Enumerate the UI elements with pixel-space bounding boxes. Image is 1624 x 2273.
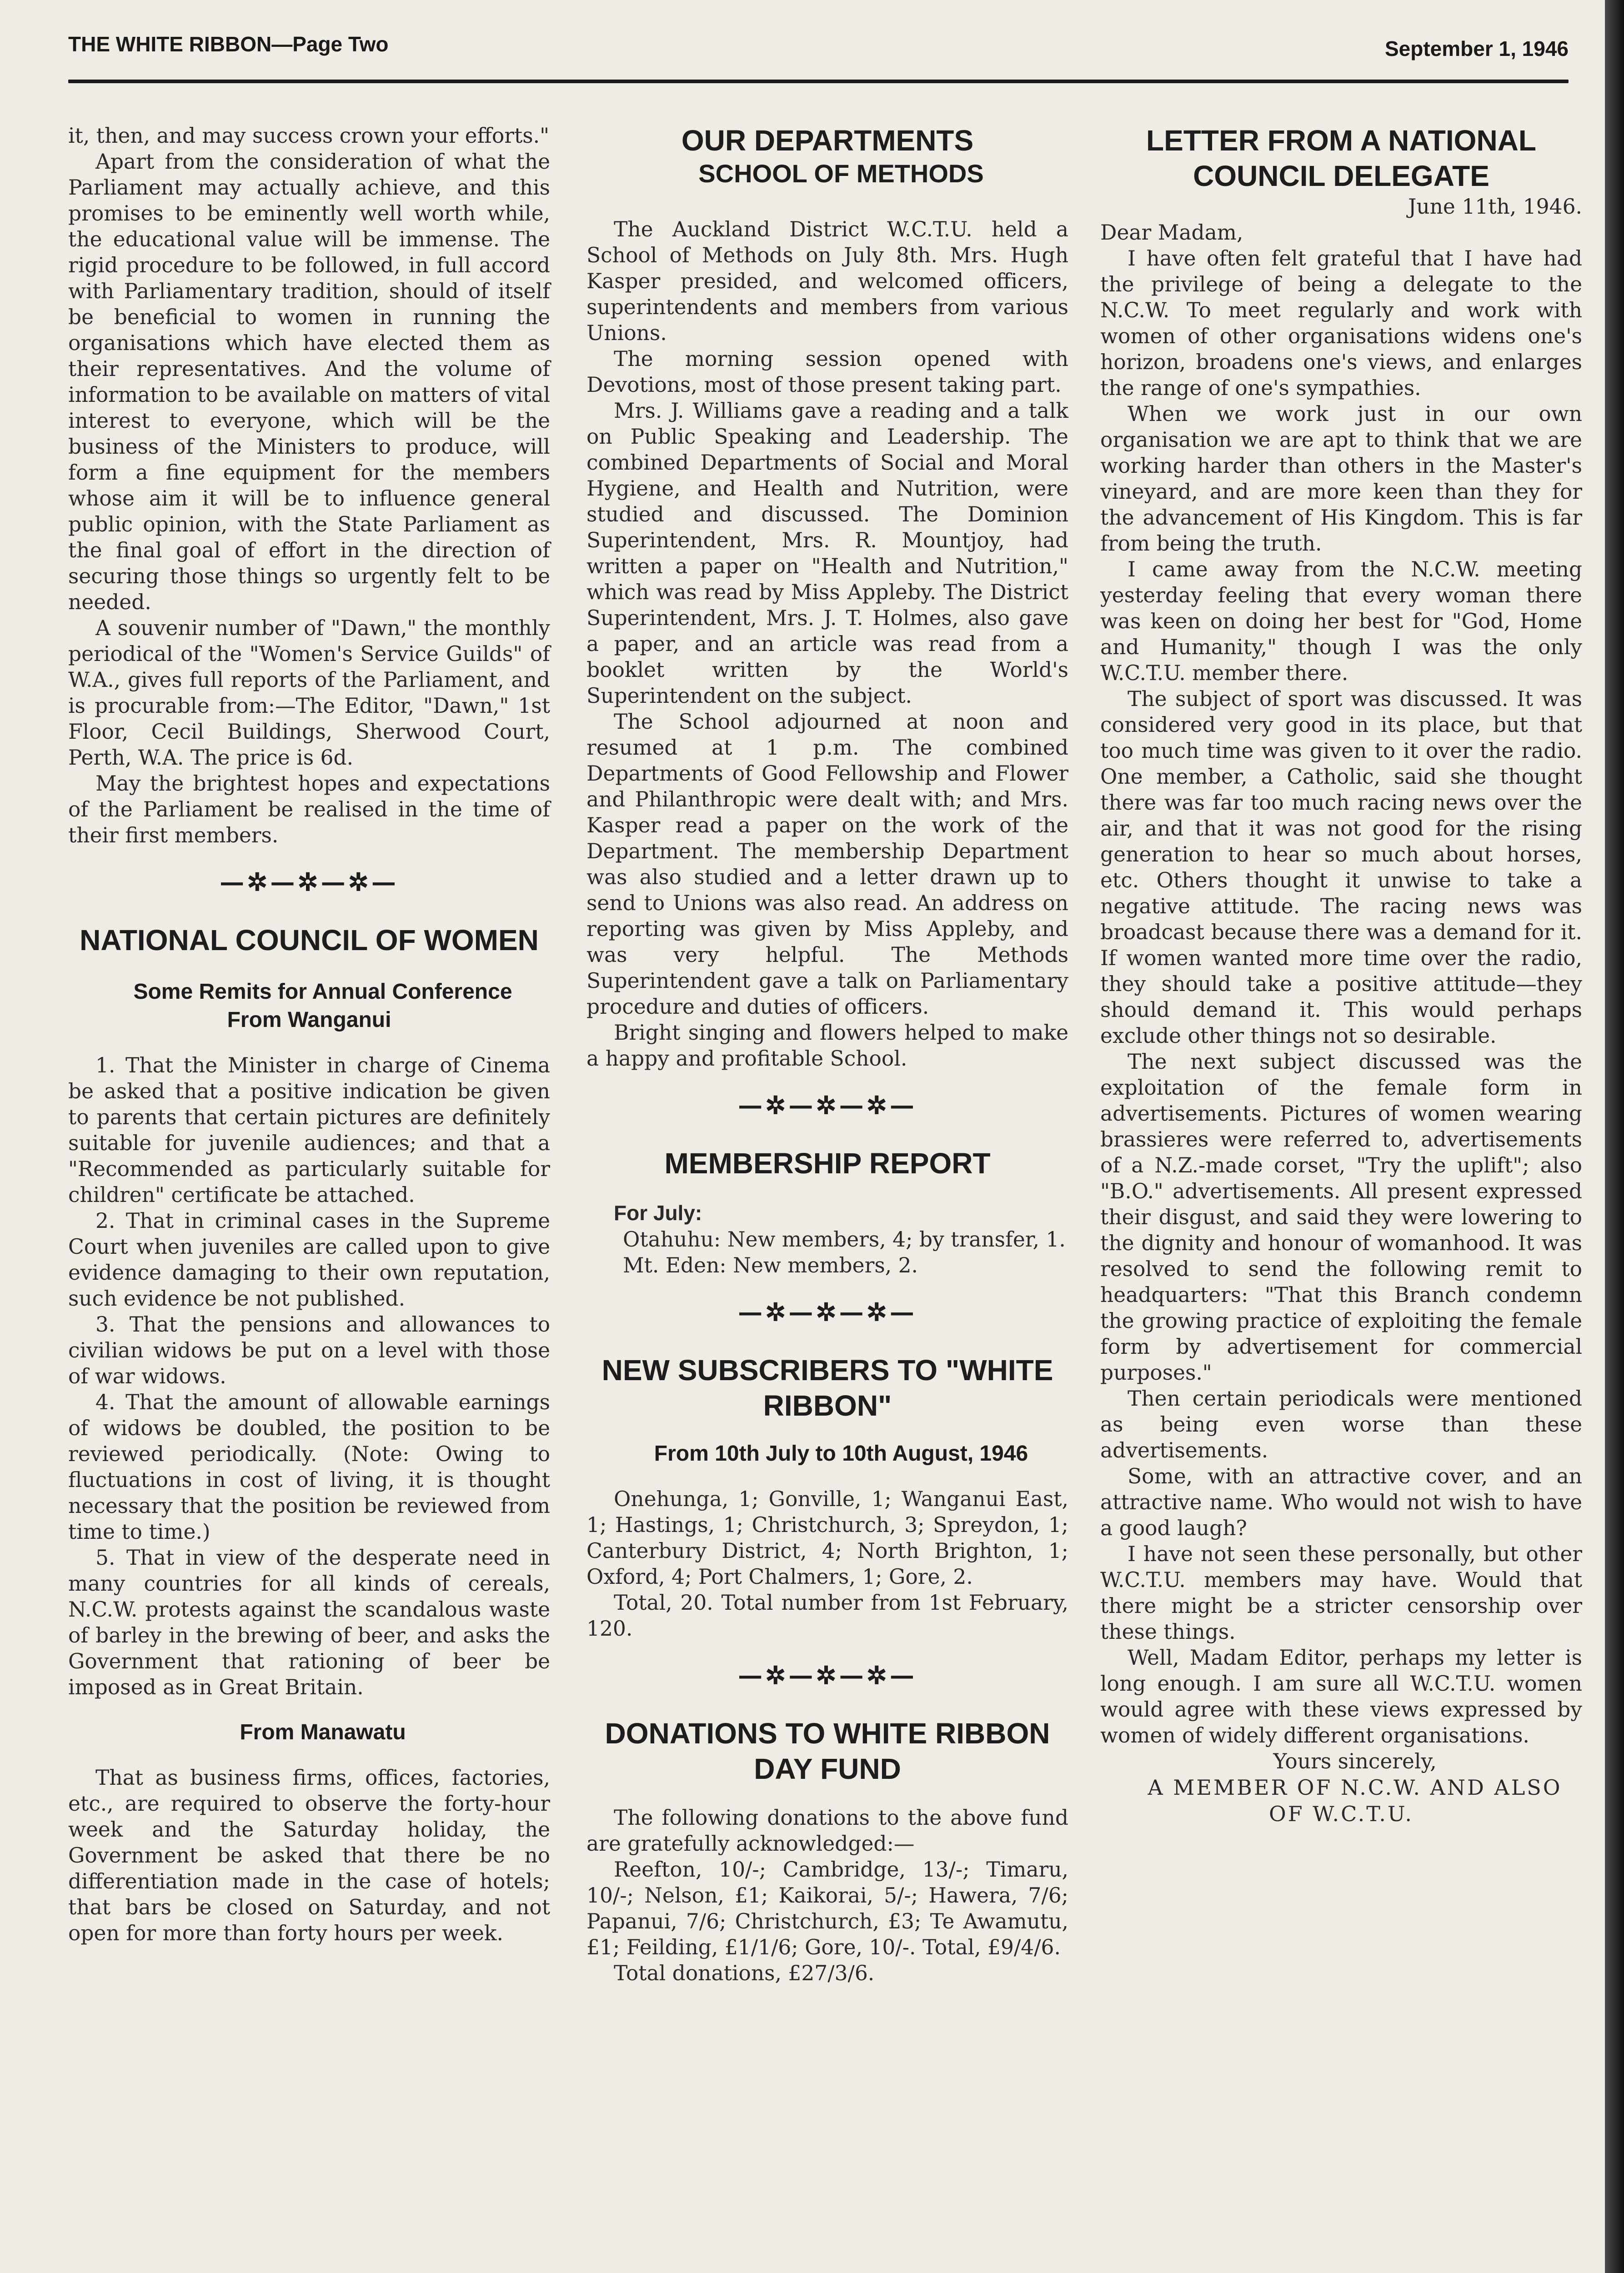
membership-heading: MEMBERSHIP REPORT [664,1147,991,1180]
page-edge-shadow [1605,0,1624,2273]
section-ornament: —✲—✲—✲— [220,867,399,896]
column-right [1100,123,1582,1827]
paragraph: I have often felt grateful that I have had the privilege of being a delegate to the N.C.W. To meet regularly and work with women of other organisations widens one's horizon, broadens one's views, and enlarges the range of one's sympathies. [1100,246,1582,400]
remit-5: 5. That in view of the desperate need in many countries for all kinds of cereals, N.C.W. protests against the scandalous waste of barley in the brewing of beer, and asks the Government that rationing of beer be imposed as in Great Britain. [68,1546,550,1699]
paragraph: When we work just in our own organisation we are apt to think that we are working harder than others in the Master's vineyard, and are more keen than they for the advancement of His Kingdom. This is far from being the truth. [1100,402,1582,556]
membership-entry: Otahuhu: New members, 4; by transfer, 1. [623,1227,1066,1252]
issue-date: September 1, 1946 [1384,37,1569,60]
paragraph: The Auckland District W.C.T.U. held a School of Methods on July 8th. Mrs. Hugh Kasper presided, and welcomed officers, superintendents and members from various Unions. [586,217,1068,345]
departments-heading: OUR DEPARTMENTS [681,124,974,157]
paragraph: Then certain periodicals were mentioned as being even worse than these advertisements. [1100,1387,1582,1462]
manawatu-remit: That as business firms, offices, factories, etc., are required to observe the forty-hour week and the Saturday holiday, the Government be asked that there be no differentiation made in the case of hotels; that bars be closed on Saturday, and not open for more than forty hours per week. [68,1766,550,1945]
salutation: Dear Madam, [1100,220,1243,245]
ncw-subheading: Some Remits for Annual Conference From Wanganui [133,980,512,1032]
letter-date: June 11th, 1946. [1408,195,1582,219]
column-left [68,123,550,1946]
paragraph: Reefton, 10/-; Cambridge, 13/-; Timaru, 10/-; Nelson, £1; Kaikorai, 5/-; Hawera, 7/6; Papanui, 7/6; Christchurch, £3; Te Awamutu, £1; Feilding, £1/1/6; Gore, 10/-. Total, £9/4/6. [586,1857,1068,1959]
donations-heading: DONATIONS TO WHITE RIBBON DAY FUND [605,1717,1050,1785]
subscribers-date-range: From 10th July to 10th August, 1946 [654,1442,1028,1466]
paragraph: Some, with an attractive cover, and an attractive name. Who would not wish to have a good laugh? [1100,1464,1582,1540]
subscribers-heading: NEW SUBSCRIBERS TO "WHITE RIBBON" [601,1354,1053,1422]
paragraph: The next subject discussed was the exploitation of the female form in advertisements. Pictures of women wearing brassieres were referred to, advertisements of a N.Z.-made corset, "Try the uplift"; also "B.O." advertisements. All present expressed their disgust, and said they were lowering to the dignity and honour of womanhood. It was resolved to send the following remit to headquarters: "That this Branch condemn the growing practice of exploiting the female form by advertisement for commercial purposes." [1100,1050,1582,1385]
closing: Yours sincerely, [1273,1749,1437,1773]
for-july-label: For July: [614,1201,702,1225]
remit-4: 4. That the amount of allowable earnings of widows be doubled, the position to be reviewed periodically. (Note: Owing to fluctuations in cost of living, it is thought necessary that the position be reviewed from time to time.) [68,1390,550,1544]
school-of-methods-subheading: SCHOOL OF METHODS [698,159,984,188]
remit-2: 2. That in criminal cases in the Supreme Court when juveniles are called upon to give evidence damaging to their own reputation, such evidence be not published. [68,1209,550,1311]
paragraph: The morning session opened with Devotions, most of those present taking part. [586,347,1068,397]
paragraph: Total, 20. Total number from 1st February, 120. [586,1591,1068,1641]
paragraph: A souvenir number of "Dawn," the monthly periodical of the "Women's Service Guilds" of W.A., gives full reports of the Parliament, and is procurable from:—The Editor, "Dawn," 1st Floor, Cecil Buildings, Sherwood Court, Perth, W.A. The price is 6d. [68,616,550,770]
running-head [68,32,1569,59]
paragraph: Apart from the consideration of what the Parliament may actually achieve, and this promises to be eminently well worth while, the educational value will be immense. The rigid procedure to be followed, in full accord with Parliamentary tradition, should of itself be beneficial to women in running the organisations which have elected them as their representatives. And the volume of information to be available on matters of vital interest to everyone, which will be the business of the Ministers to produce, will form a fine equipment for the members whose aim it will be to influence general public opinion, with the State Parliament as the final goal of effort in the direction of securing those things so urgently felt to be needed. [68,150,550,614]
signature: A MEMBER OF N.C.W. AND ALSO OF W.C.T.U. [1148,1775,1562,1826]
paragraph: Onehunga, 1; Gonville, 1; Wanganui East, 1; Hastings, 1; Christchurch, 3; Spreydon, 1; Canterbury District, 4; North Brighton, 1; Oxford, 4; Port Chalmers, 1; Gore, 2. [586,1487,1068,1589]
paragraph: I have not seen these personally, but other W.C.T.U. members may have. Would that there might be a stricter censorship over these things. [1100,1542,1582,1644]
section-ornament: —✲—✲—✲— [738,1297,917,1327]
paragraph: Bright singing and flowers helped to make a happy and profitable School. [586,1021,1068,1071]
paragraph: Mrs. J. Williams gave a reading and a talk on Public Speaking and Leadership. The combined Departments of Social and Moral Hygiene, and Health and Nutrition, were studied and discussed. The Dominion Superintendent, Mrs. R. Mountjoy, had written a paper on "Health and Nutrition," which was read by Miss Appleby. The District Superintendent, Mrs. J. T. Holmes, also gave a paper, and an article was read from a booklet written by the World's Superintendent on the subject. [586,399,1068,708]
paragraph: it, then, and may success crown your efforts." [68,124,550,148]
paragraph: May the brightest hopes and expectations of the Parliament be realised in the time of their first members. [68,771,550,847]
letter-heading: LETTER FROM A NATIONAL COUNCIL DELEGATE [1146,124,1536,192]
paragraph: I came away from the N.C.W. meeting yesterday feeling that every woman there was keen on doing her best for "God, Home and Humanity," though I was the only W.C.T.U. member there. [1100,557,1582,685]
remit-3: 3. That the pensions and allowances to civilian widows be put on a level with those of war widows. [68,1312,550,1388]
membership-entry: Mt. Eden: New members, 2. [623,1253,918,1277]
paragraph: The School adjourned at noon and resumed at 1 p.m. The combined Departments of Good Fellowship and Flower and Philanthropic were dealt with; and Mrs. Kasper read a paper on the work of the Department. The membership Department was also studied and a letter drawn up to send to Unions was also read. An address on reporting was given by Miss Appleby, and was very helpful. The Methods Superintendent gave a talk on Parliamentary procedure and duties of officers. [586,710,1068,1019]
remit-1: 1. That the Minister in charge of Cinema be asked that a positive indication be given to parents that certain pictures are definitely suitable for juvenile audiences; and that a "Recommended as particularly suitable for children" certificate be attached. [68,1053,550,1207]
publication-page-title: THE WHITE RIBBON—Page Two [68,32,389,56]
paragraph: The following donations to the above fund are gratefully acknowledged:— [586,1806,1068,1856]
column-middle [586,123,1068,1986]
section-ornament: —✲—✲—✲— [738,1091,917,1120]
section-ornament: —✲—✲—✲— [738,1661,917,1690]
paragraph: Total donations, £27/3/6. [614,1961,875,1985]
header-rule [68,80,1569,83]
paragraph: The subject of sport was discussed. It was considered very good in its place, but that too much time was given to it over the radio. One member, a Catholic, said she thought there was far too much racing news over the air, and that it was not good for the rising generation to hear so much about horses, etc. Others thought it unwise to take a negative attitude. The racing news was broadcast because there was a demand for it. If women wanted more time over the radio, they should take a positive attitude—they should demand it. This would perhaps exclude other things not so desirable. [1100,687,1582,1048]
paragraph: Well, Madam Editor, perhaps my letter is long enough. I am sure all W.C.T.U. women would agree with these views expressed by women of widely different organisations. [1100,1646,1582,1747]
manawatu-subheading: From Manawatu [240,1720,406,1744]
ncw-heading: NATIONAL COUNCIL OF WOMEN [80,924,539,956]
